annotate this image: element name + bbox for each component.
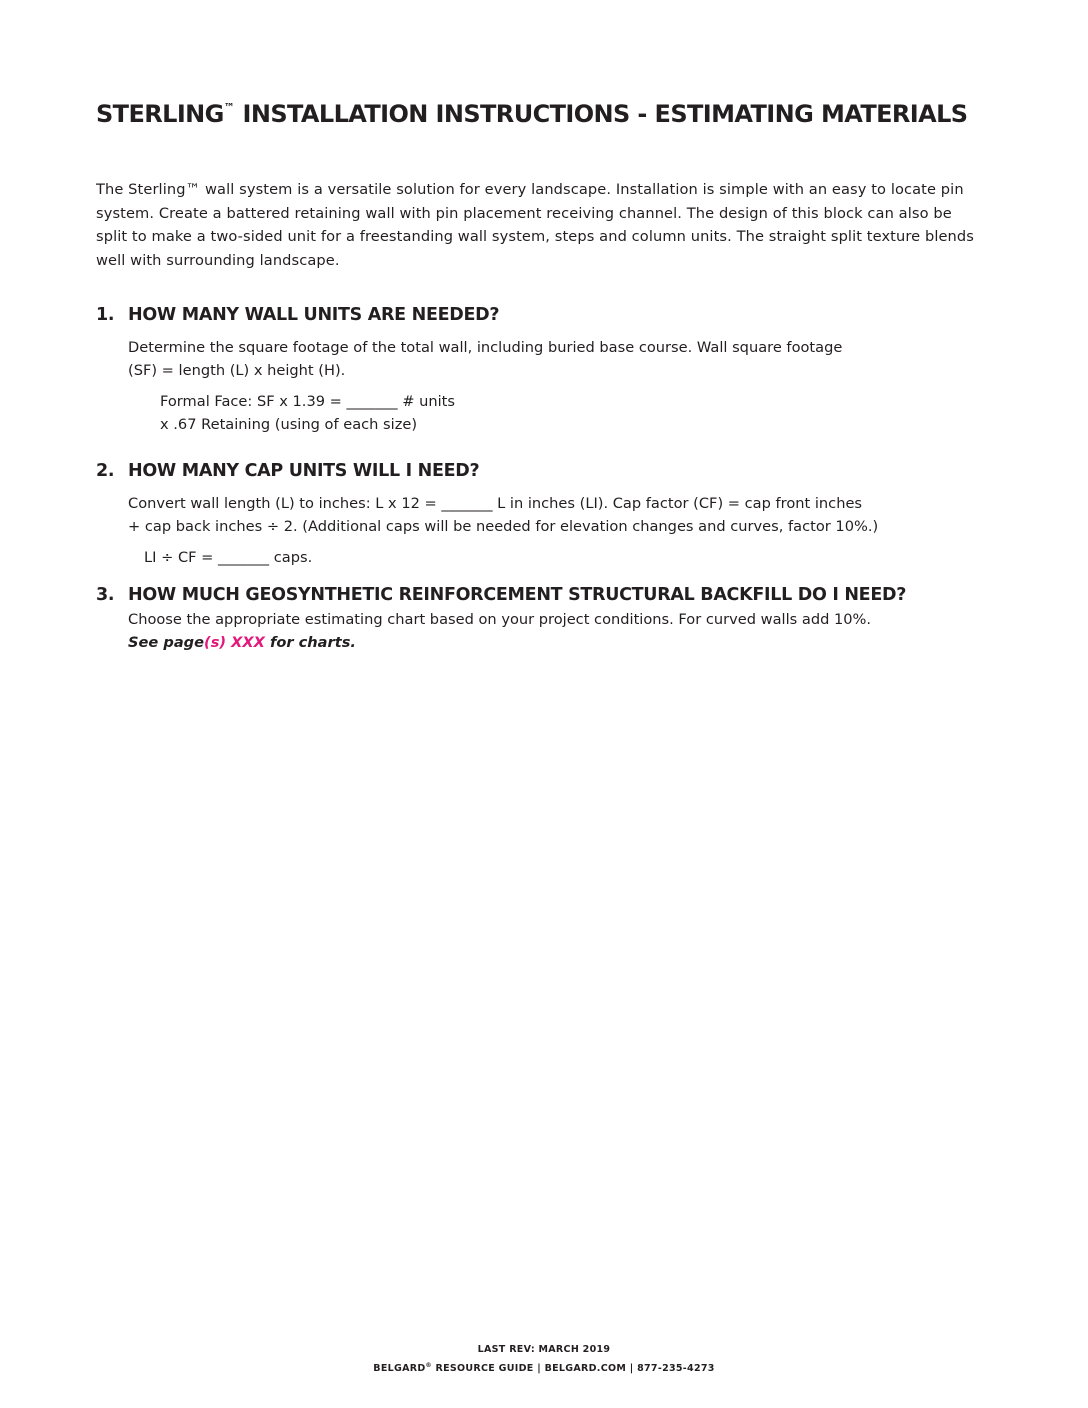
trademark-symbol: ™ bbox=[223, 101, 235, 114]
wall-units-formula-note: x .67 Retaining (using of each size) bbox=[160, 416, 418, 433]
see-prefix: See page bbox=[128, 634, 205, 651]
section-3-heading bbox=[96, 583, 906, 607]
section-2-text-line: + cap back inches ÷ 2. (Additional caps will be needed for elevation changes and curves, factor 10%.) bbox=[128, 518, 879, 535]
section-number: 2. bbox=[96, 461, 115, 481]
cap-units-formula: LI ÷ CF = _______ caps. bbox=[144, 549, 313, 566]
section-number: 3. bbox=[96, 585, 115, 605]
page-reference-placeholder: (s) XXX bbox=[204, 634, 265, 651]
footer-guide bbox=[0, 1359, 1088, 1376]
see-pages-reference bbox=[128, 631, 356, 654]
wall-units-formula: Formal Face: SF x 1.39 = _______ # units bbox=[160, 393, 455, 410]
section-title: HOW MANY WALL UNITS ARE NEEDED? bbox=[128, 305, 500, 325]
footer-brand: BELGARD bbox=[373, 1363, 426, 1374]
section-number: 1. bbox=[96, 305, 115, 325]
page-title bbox=[96, 92, 1016, 130]
intro-line: well with surrounding landscape. bbox=[96, 251, 340, 269]
footer-guide-text: RESOURCE GUIDE | BELGARD.COM | 877-235-4273 bbox=[431, 1363, 715, 1374]
section-1-heading bbox=[96, 303, 499, 327]
section-1-text-line: Determine the square footage of the total wall, including buried base course. Wall square footage bbox=[128, 339, 843, 356]
section-1-text-line: (SF) = length (L) x height (H). bbox=[128, 362, 346, 379]
section-2-text-line: Convert wall length (L) to inches: L x 12 = _______ L in inches (LI). Cap factor (CF) = cap front inches bbox=[128, 495, 863, 512]
registered-mark: ® bbox=[425, 1362, 432, 1369]
section-2-heading bbox=[96, 459, 479, 483]
section-title: HOW MUCH GEOSYNTHETIC REINFORCEMENT STRUCTURAL BACKFILL DO I NEED? bbox=[128, 585, 907, 605]
intro-paragraph bbox=[96, 178, 1001, 272]
section-3-text-line: Choose the appropriate estimating chart based on your project conditions. For curved walls add 10%. bbox=[128, 611, 872, 628]
footer-revision: LAST REV: MARCH 2019 bbox=[477, 1344, 611, 1355]
title-text: INSTALLATION INSTRUCTIONS - ESTIMATING MATERIALS bbox=[242, 100, 968, 128]
intro-line: The Sterling™ wall system is a versatile solution for every landscape. Installation is simple with an easy to locate pin bbox=[96, 181, 964, 198]
intro-line: split to make a two-sided unit for a freestanding wall system, steps and column units. The straight split texture blends bbox=[96, 228, 974, 245]
intro-line: system. Create a battered retaining wall with pin placement receiving channel. The design of this block can also be bbox=[96, 204, 952, 222]
see-suffix: for charts. bbox=[264, 634, 356, 651]
section-title: HOW MANY CAP UNITS WILL I NEED? bbox=[128, 461, 480, 481]
title-brand: STERLING bbox=[96, 100, 224, 128]
